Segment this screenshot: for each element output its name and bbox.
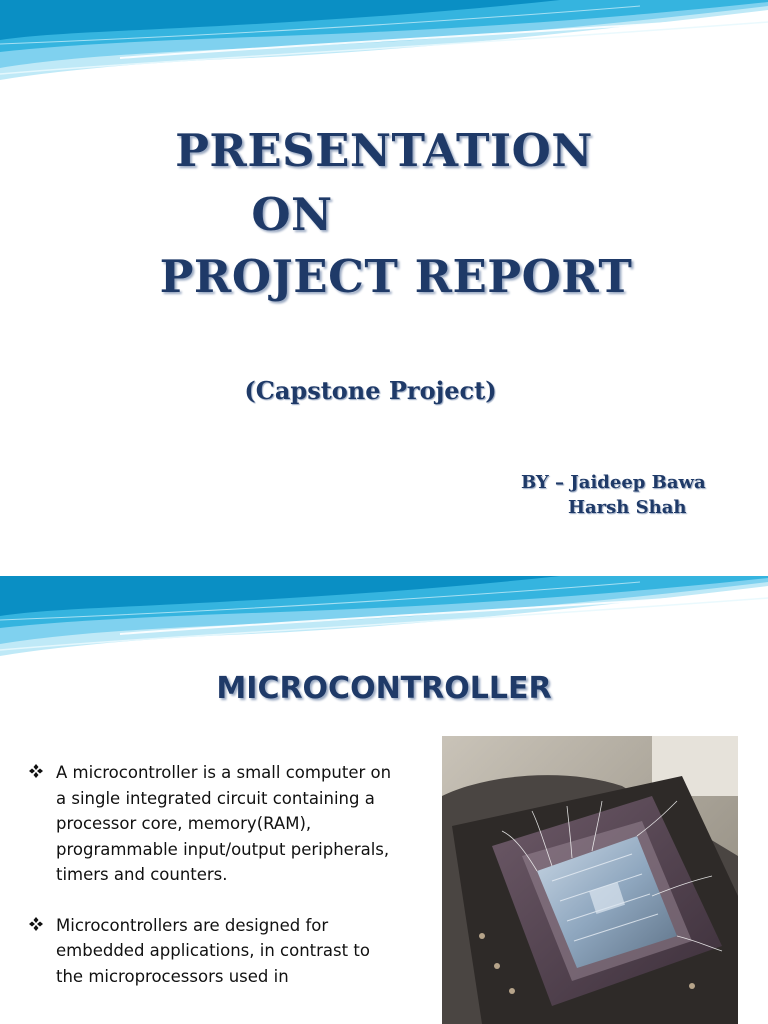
subtitle: (Capstone Project) [244, 376, 497, 405]
title-line-2: ON [251, 188, 333, 241]
four-diamond-bullet-icon [28, 916, 44, 932]
wave-banner-top [0, 0, 768, 90]
bullet-list [28, 760, 398, 1014]
title-line-3: PROJECT REPORT [159, 250, 633, 303]
byline-author-2: Harsh Shah [568, 497, 687, 518]
byline-author-1: BY – Jaideep Bawa [521, 472, 706, 493]
bullet-text: Microcontrollers are designed for embedded applications, in contrast to the microprocessors used in [56, 915, 370, 986]
slide-heading: MICROCONTROLLER [216, 671, 552, 706]
microcontroller-chip-photo [442, 736, 738, 1024]
title-line-1: PRESENTATION [175, 124, 593, 177]
bullet-text: A microcontroller is a small computer on a single integrated circuit containing a processor core, memory(RAM), programmable input/output peripherals, timers and counters. [56, 763, 392, 884]
four-diamond-bullet-icon [28, 763, 44, 779]
wave-banner-top [0, 576, 768, 666]
slide-microcontroller [0, 576, 768, 1024]
bullet-item [28, 760, 398, 888]
bullet-item [28, 913, 398, 990]
